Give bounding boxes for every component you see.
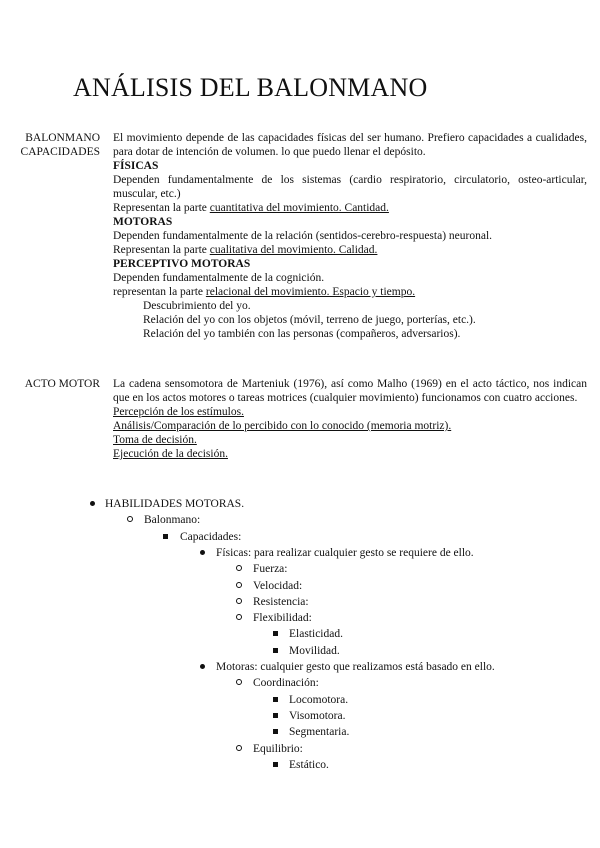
list-item-text: Resistencia: xyxy=(253,595,309,608)
relacion-item: Relación del yo también con las personas (compañeros, adversarios). xyxy=(143,328,461,340)
motoras-heading: MOTORAS xyxy=(113,216,173,228)
list-item xyxy=(273,724,349,740)
list-item-text: Visomotora. xyxy=(289,709,346,722)
perceptivo-rep-prefix: representan la parte xyxy=(113,286,206,298)
fisicas-text: Dependen fundamentalmente de los sistemas (cardio respiratorio, circulatorio, osteo-articular, muscular, etc.) xyxy=(113,174,587,200)
bullet-square-icon xyxy=(273,697,278,702)
motoras-rep-prefix: Representan la parte xyxy=(113,244,210,256)
list-item-text: Capacidades: xyxy=(180,530,242,543)
bullet-square-icon xyxy=(273,648,278,653)
perceptivo-rep-underlined: relacional del movimiento. Espacio y tiempo. xyxy=(205,286,416,298)
list-item xyxy=(236,561,287,577)
list-item-text: Estático. xyxy=(289,758,329,771)
bullet-square-icon xyxy=(273,729,278,734)
list-item-text: Velocidad: xyxy=(253,579,303,592)
list-item xyxy=(200,545,474,561)
perceptivo-representan xyxy=(113,285,587,299)
list-item xyxy=(236,594,309,610)
bullet-dot-icon xyxy=(200,550,205,555)
fisicas-heading: FÍSICAS xyxy=(113,160,159,172)
bullet-dot-icon xyxy=(200,664,205,669)
list-item xyxy=(273,626,343,642)
accion-item: Toma de decisión. xyxy=(113,434,197,446)
list-item-text: Movilidad. xyxy=(289,644,340,657)
bullet-dot-icon xyxy=(90,501,95,506)
side-label-capacidades-text: CAPACIDADES xyxy=(20,146,100,158)
bullet-square-icon xyxy=(273,713,278,718)
page-title: ANÁLISIS DEL BALONMANO xyxy=(73,73,428,102)
list-item-text: Equilibrio: xyxy=(253,742,303,755)
bullet-circle-icon xyxy=(236,745,242,751)
perceptivo-text: Dependen fundamentalmente de la cognición. xyxy=(113,272,325,284)
bullet-square-icon xyxy=(273,762,278,767)
relacion-item: Relación del yo con los objetos (móvil, terreno de juego, porterías, etc.). xyxy=(143,314,476,326)
list-item xyxy=(127,512,200,528)
capacidades-intro: El movimiento depende de las capacidades físicas del ser humano. Prefiero capacidades a cualidades, para dotar de intención de volumen. lo que puedo llenar el depósito. xyxy=(113,132,587,158)
side-label-balonmano: BALONMANO xyxy=(25,132,100,144)
list-item xyxy=(236,741,303,757)
list-item-text: Flexibilidad: xyxy=(253,612,312,625)
side-label-acto-motor: ACTO MOTOR xyxy=(24,378,100,390)
list-item xyxy=(236,610,312,626)
bullet-circle-icon xyxy=(236,565,242,571)
list-item xyxy=(236,578,302,594)
list-item xyxy=(163,529,241,545)
list-item-text: HABILIDADES MOTORAS. xyxy=(105,498,245,510)
list-item-text: Locomotora. xyxy=(289,693,349,706)
accion-item: Ejecución de la decisión. xyxy=(113,448,228,460)
list-item-text: Segmentaria. xyxy=(289,726,350,739)
bullet-circle-icon xyxy=(236,582,242,588)
list-item xyxy=(273,643,340,659)
side-label-capacidades xyxy=(21,131,100,159)
bullet-circle-icon xyxy=(236,598,242,604)
bullet-circle-icon xyxy=(127,516,133,522)
fisicas-rep-prefix: Representan la parte xyxy=(113,202,210,214)
list-item xyxy=(273,708,345,724)
section-acto-motor xyxy=(113,377,587,461)
list-item-text: Coordinación: xyxy=(253,677,319,690)
bullet-square-icon xyxy=(273,631,278,636)
bullet-square-icon xyxy=(163,534,168,539)
fisicas-rep-underlined: cuantitativa del movimiento. Cantidad. xyxy=(209,202,389,214)
list-item xyxy=(200,659,495,675)
motoras-rep-underlined: cualitativa del movimiento. Calidad. xyxy=(209,244,378,256)
list-item-text: Físicas: para realizar cualquier gesto se requiere de ello. xyxy=(216,546,474,559)
relacion-item: Descubrimiento del yo. xyxy=(143,300,251,312)
list-item-text: Balonmano: xyxy=(144,514,201,527)
list-item xyxy=(273,692,348,708)
list-item xyxy=(273,757,329,773)
acto-motor-intro: La cadena sensomotora de Marteniuk (1976), así como Malho (1969) en el acto táctico, nos indican que en los actos motores o tareas motrices (cualquier movimiento) funcionamos con cuatro acciones. xyxy=(113,378,587,404)
motoras-text: Dependen fundamentalmente de la relación (sentidos-cerebro-respuesta) neuronal. xyxy=(113,230,493,242)
section-capacidades xyxy=(113,131,587,341)
list-item xyxy=(236,675,319,691)
accion-item: Percepción de los estímulos. xyxy=(113,406,244,418)
list-item-text: Fuerza: xyxy=(253,563,288,576)
list-item-text: Elasticidad. xyxy=(289,628,343,641)
bullet-circle-icon xyxy=(236,614,242,620)
list-item xyxy=(90,496,244,512)
list-item-text: Motoras: cualquier gesto que realizamos está basado en ello. xyxy=(216,661,495,673)
motoras-representan xyxy=(113,243,587,257)
fisicas-representan xyxy=(113,201,587,215)
perceptivo-heading: PERCEPTIVO MOTORAS xyxy=(113,258,251,270)
accion-item: Análisis/Comparación de lo percibido con lo conocido (memoria motriz). xyxy=(113,420,452,432)
bullet-circle-icon xyxy=(236,679,242,685)
